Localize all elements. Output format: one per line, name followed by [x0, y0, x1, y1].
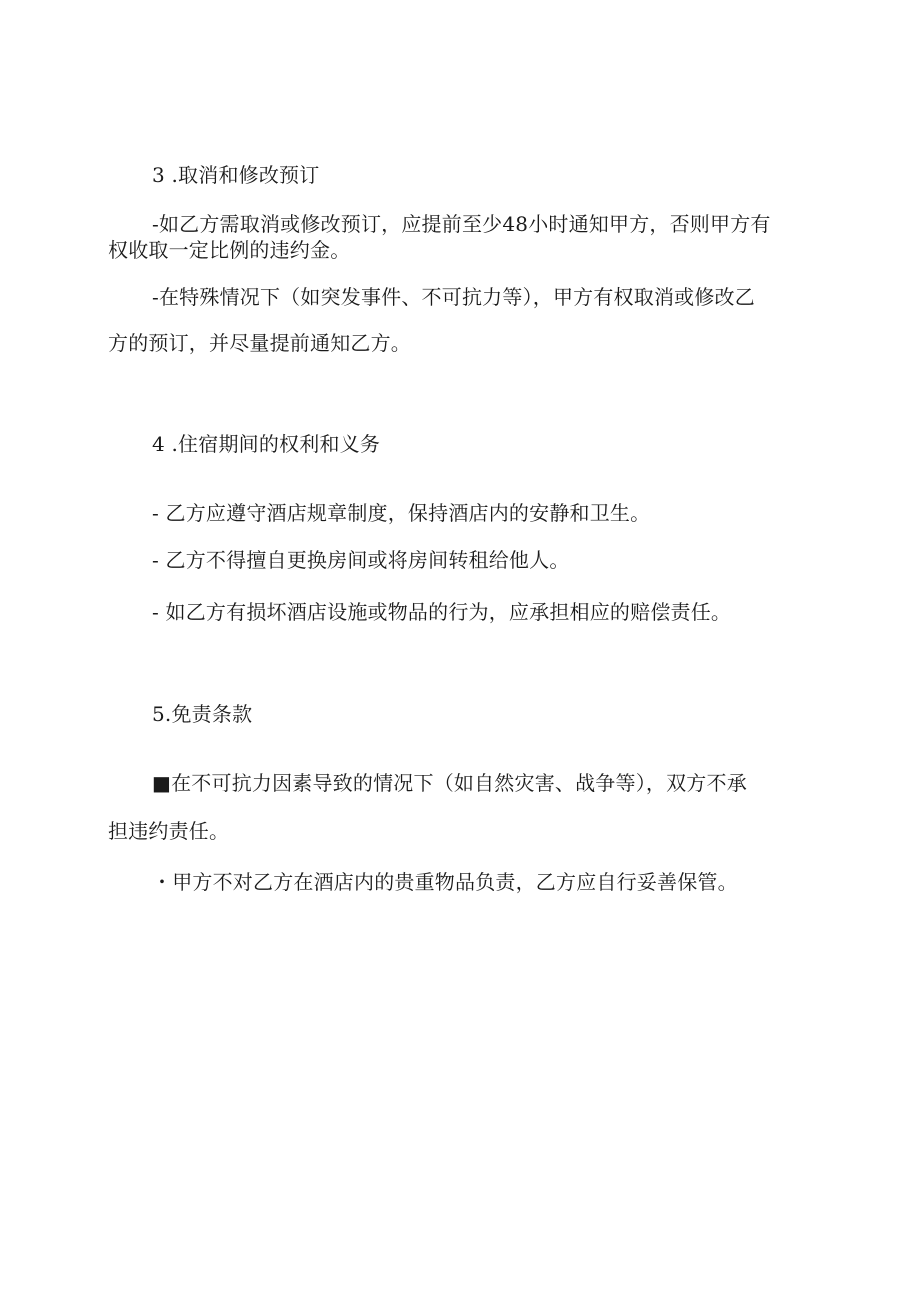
- section-3-item-2-line-1: -在特殊情况下（如突发事件、不可抗力等），甲方有权取消或修改乙: [152, 285, 755, 309]
- section-4-heading: 4 .住宿期间的权利和义务: [152, 432, 381, 456]
- section-3-item-1-line-2: 权收取一定比例的违约金。: [108, 238, 351, 262]
- section-3-heading: 3 .取消和修改预订: [152, 163, 320, 187]
- section-4-item-2: - 乙方不得擅自更换房间或将房间转租给他人。: [152, 548, 570, 572]
- section-3-item-1-line-1: -如乙方需取消或修改预订，应提前至少48小时通知甲方，否则甲方有: [152, 212, 771, 236]
- section-5-item-1-line-1: ■在不可抗力因素导致的情况下（如自然灾害、战争等），双方不承: [152, 771, 747, 795]
- section-5-item-2-line-1: ・甲方不对乙方在酒店内的贵重物品负责，乙方应自行妥善保管。: [152, 870, 738, 894]
- section-4-item-3: - 如乙方有损坏酒店设施或物品的行为，应承担相应的赔偿责任。: [152, 600, 732, 624]
- section-5-heading: 5.免责条款: [152, 702, 253, 726]
- section-3-item-2-line-2: 方的预订，并尽量提前通知乙方。: [108, 331, 411, 355]
- section-5-item-1-line-2: 担违约责任。: [108, 819, 230, 843]
- section-4-item-1: - 乙方应遵守酒店规章制度，保持酒店内的安静和卫生。: [152, 501, 651, 525]
